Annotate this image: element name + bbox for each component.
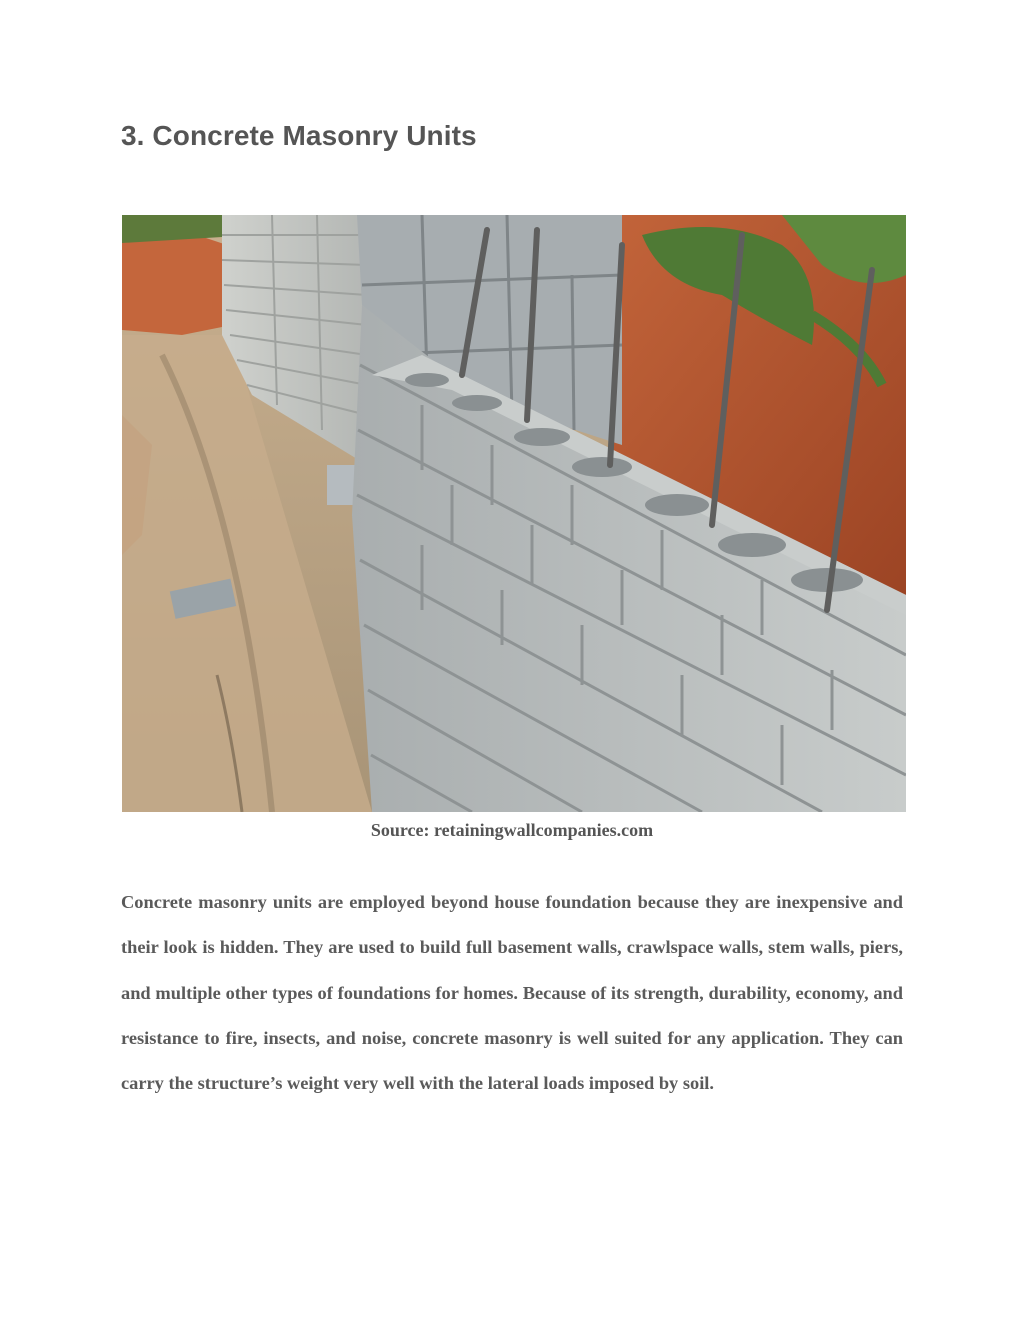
- left-soil-bank: [122, 230, 232, 335]
- figure-caption: Source: retainingwallcompanies.com: [370, 820, 654, 840]
- concrete-block-wall-photo: [122, 215, 906, 812]
- page-title: 3. Concrete Masonry Units: [121, 120, 477, 151]
- photo-illustration: [122, 215, 906, 812]
- body-paragraph: Concrete masonry units are employed beyond house foundation because they are inexpensive and their look is hidden. They are used to build full basement walls, crawlspace walls, stem walls, piers, and multiple other types of foundations for homes. Because of its strength, durability, economy, and resistance to fire, insects, and noise, concrete masonry is well suited for any application. They can carry the structure’s weight very well with the lateral loads imposed by soil.: [121, 892, 903, 1094]
